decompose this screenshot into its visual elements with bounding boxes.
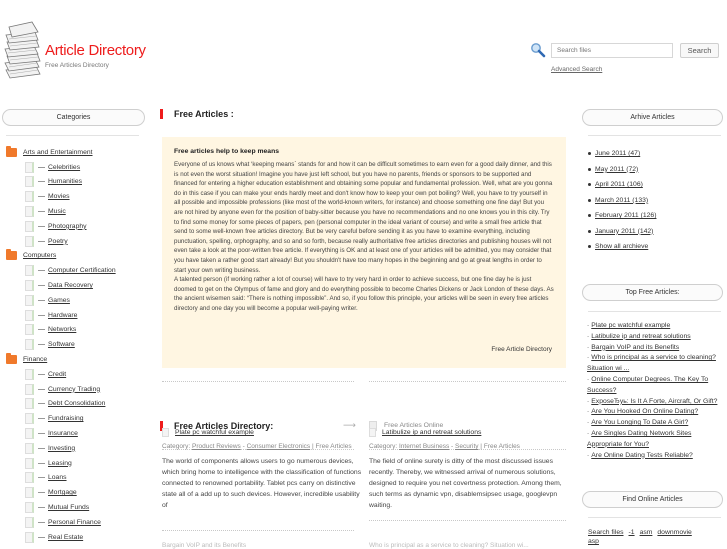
top-article-item[interactable]: - Latibulize ip and retreat solutions xyxy=(587,332,691,340)
article-meta: Category: Product Reviews - Consumer Electronics | Free Articles xyxy=(162,443,352,450)
featured-signature: Free Article Directory xyxy=(491,346,552,353)
find-link[interactable]: -1 xyxy=(628,529,635,536)
folder-icon xyxy=(6,355,17,364)
subcategory-link[interactable]: Movies xyxy=(48,193,70,201)
archive-item[interactable]: January 2011 (142) xyxy=(588,224,723,240)
document-icon xyxy=(162,428,169,437)
document-icon xyxy=(25,191,34,202)
category-link[interactable]: Internet Business xyxy=(399,443,450,450)
subcategory-link[interactable]: Poetry xyxy=(48,237,68,245)
document-icon xyxy=(25,487,34,498)
directory-heading: Free Articles Directory: xyxy=(174,421,274,431)
subcategory-item[interactable]: — Computer Certification xyxy=(0,263,150,278)
document-icon xyxy=(25,162,34,173)
top-article-item[interactable]: - Who is principal as a service to cleaning? Situation wi ... xyxy=(587,354,716,373)
subcategory-link[interactable]: Mortgage xyxy=(48,489,77,497)
document-icon xyxy=(25,517,34,528)
document-icon xyxy=(25,384,34,395)
subcategory-item[interactable]: — Mortgage xyxy=(0,485,150,500)
subcategory-item[interactable]: — Hardware xyxy=(0,308,150,323)
divider xyxy=(588,311,721,312)
subcategory-link[interactable]: Hardware xyxy=(48,311,78,319)
find-links xyxy=(588,528,723,546)
featured-paragraph: A talented person (if working rather a lot of course) will have to try very hard in order to achieve success, but one fine day he is just doomed to get on the Olympus of fame and glory and do everything possible to become Charles Dickens or Jack London of these days. As the ancient wisemen said: “There is nothing impossible”. And so, if you follow this principle, your articles will be seen in every free articles directory and one day you will become a popular well-paying writer. xyxy=(174,276,554,312)
subcategory-link[interactable]: Consumer Electronics xyxy=(246,443,311,450)
category-item[interactable] xyxy=(0,249,150,264)
archive-item[interactable]: June 2011 (47) xyxy=(588,146,723,162)
top-articles-heading: Top Free Articles: xyxy=(582,284,723,301)
category-item[interactable] xyxy=(0,145,150,160)
archive-item[interactable]: February 2011 (126) xyxy=(588,208,723,224)
subcategory-link[interactable]: Credit xyxy=(48,370,67,378)
document-icon xyxy=(25,413,34,424)
site-title[interactable]: Article Directory xyxy=(45,42,146,59)
subcategory-link[interactable]: Celebrities xyxy=(48,163,81,171)
article-title-link[interactable]: Latibulize ip and retreat solutions xyxy=(382,429,482,436)
subcategory-link[interactable]: Currency Trading xyxy=(48,385,101,393)
subcategory-item[interactable]: — Currency Trading xyxy=(0,382,150,397)
category-link[interactable]: Finance xyxy=(23,356,48,364)
article-excerpt: The field of online surety is ditty of the most discussed issues recently. Thereby, we witnessed arrival of numerous solutions, designed to require you net covertness protection. Among them, such terms as dynamic vpn, disablemsipsec usage, googlevpn waiting. xyxy=(369,458,562,509)
search-button[interactable]: Search xyxy=(680,43,719,58)
document-icon xyxy=(25,458,34,469)
document-icon xyxy=(25,310,34,321)
article-source: Free Articles xyxy=(483,443,520,450)
folder-icon xyxy=(6,251,17,260)
featured-paragraph: Everyone of us knows what ‘keeping means` stands for and how it can be difficult sometimes to earn even for a good daily dinner, and this is not even the worst situation! Imagine you have just left school, but you have no parents, friends or sponsors to be supported and financed for entering a higher education establishment and obtaining some popular and fundamental profession. Well, what are you gonna do in this case if you can make your ends hardly meet and don't know how to keep your own pot boiling? Well, you have to try yourself in all possible and impossible professions (like most of the world-known writers, for instance) and choose something one fine day! But you are not hired by anyone even for the position of baby-sitter because you have no recommendations and no one knows you in this city. Try to find some money for some pieces of papers, pen (personal computer in the ideal variant of course) and write a small free article that send to some well-known free articles directory. But be very careful before sending it as you have to examine everything, including punctuation, spelling, orphography, and so and so forth, because really authoritative free articles directories and publishing houses will not even take a look at the poor-written free article. If everything is OK and at least one of your articles will be admitted, you may consider that you have taken a rather good start already! But you shouldn't have too many hopes in the beginning and go at great lengths in order to start your own writing business. xyxy=(174,161,553,274)
subcategory-link[interactable]: Networks xyxy=(48,326,77,334)
top-article-item[interactable]: - Are Online Dating Tests Reliable? xyxy=(587,451,693,459)
subcategory-item[interactable]: — Music xyxy=(0,204,150,219)
subcategory-item[interactable]: — Investing xyxy=(0,441,150,456)
subcategory-link[interactable]: Real Estate xyxy=(48,533,84,541)
article-title-partial[interactable]: Bargain VoIP and its Benefits xyxy=(162,542,247,549)
subcategory-link[interactable]: Fundraising xyxy=(48,415,84,423)
find-articles-heading: Find Online Articles xyxy=(582,491,723,508)
top-article-item[interactable]: - Are You Hooked On Online Dating? xyxy=(587,408,699,416)
divider xyxy=(588,135,721,136)
subcategory-link[interactable]: Data Recovery xyxy=(48,282,93,290)
document-icon xyxy=(369,428,376,437)
site-subtitle: Free Articles Directory xyxy=(45,62,109,69)
top-article-item[interactable]: - ExposeЂуь: Is It A Forte, Aircraft, Or Gift? xyxy=(587,397,718,405)
subcategory-link[interactable]: Debt Consolidation xyxy=(48,400,106,408)
subcategory-link[interactable]: Mutual Funds xyxy=(48,504,90,512)
subcategory-item[interactable]: — Software xyxy=(0,337,150,352)
subcategory-link[interactable]: Photography xyxy=(48,222,87,230)
folder-icon xyxy=(6,148,17,157)
article-meta: Category: Internet Business - Security | Free Articles xyxy=(369,443,520,450)
subcategory-item[interactable]: — Real Estate xyxy=(0,530,150,545)
article-card xyxy=(369,428,569,511)
archive-item[interactable]: May 2011 (72) xyxy=(588,162,723,178)
subcategory-link[interactable]: Leasing xyxy=(48,459,72,467)
subcategory-link[interactable]: Personal Finance xyxy=(48,518,101,526)
article-card xyxy=(162,428,362,511)
category-link[interactable]: Arts and Entertainment xyxy=(23,148,93,156)
category-link[interactable]: Computers xyxy=(23,252,57,260)
document-icon xyxy=(25,280,34,291)
archive-item[interactable]: April 2011 (106) xyxy=(588,177,723,193)
online-articles-label[interactable]: Free Articles Online xyxy=(384,422,444,429)
document-icon xyxy=(25,532,34,543)
subcategory-item[interactable]: — Fundraising xyxy=(0,411,150,426)
archive-item[interactable]: March 2011 (133) xyxy=(588,193,723,209)
divider xyxy=(162,381,354,382)
categories-heading: Categories xyxy=(2,109,145,126)
document-icon xyxy=(25,369,34,380)
subcategory-item[interactable]: — Loans xyxy=(0,471,150,486)
featured-title: Free articles help to keep means xyxy=(174,148,280,155)
arrow-right-icon: ⟶ xyxy=(343,420,356,430)
free-articles-heading: Free Articles : xyxy=(174,109,234,119)
subcategory-item[interactable]: — Insurance xyxy=(0,426,150,441)
subcategory-item[interactable]: — Leasing xyxy=(0,456,150,471)
subcategory-link[interactable]: Insurance xyxy=(48,430,78,438)
article-title-link[interactable]: Plate pc watchful example xyxy=(175,429,254,436)
book-stack-logo xyxy=(2,18,46,80)
archive-heading: Arhive Articles xyxy=(582,109,723,126)
document-icon xyxy=(25,398,34,409)
subcategory-link[interactable]: Computer Certification xyxy=(48,267,116,275)
category-link[interactable]: Product Reviews xyxy=(192,443,241,450)
subcategory-link[interactable]: Investing xyxy=(48,444,76,452)
top-article-item[interactable]: - Bargain VoIP and its Benefits xyxy=(587,343,680,351)
subcategory-item[interactable]: — Debt Consolidation xyxy=(0,397,150,412)
subcategory-link[interactable]: Music xyxy=(48,208,66,216)
subcategory-item[interactable]: — Celebrities xyxy=(0,160,150,175)
subcategory-item[interactable]: — Games xyxy=(0,293,150,308)
top-article-item[interactable]: - Are Singles Dating Network Sites Appropriate for You? xyxy=(587,429,692,448)
document-icon xyxy=(25,221,34,232)
subcategory-link[interactable]: Loans xyxy=(48,474,67,482)
subcategory-item[interactable]: — Movies xyxy=(0,189,150,204)
find-link[interactable]: Search files xyxy=(588,529,624,536)
category-list xyxy=(0,145,150,545)
subcategory-item[interactable]: — Mutual Funds xyxy=(0,500,150,515)
archive-list xyxy=(588,146,723,255)
subcategory-item[interactable]: — Photography xyxy=(0,219,150,234)
find-link[interactable]: asm xyxy=(639,529,653,536)
category-item[interactable] xyxy=(0,352,150,367)
divider xyxy=(588,517,721,518)
article-source: Free Articles xyxy=(315,443,352,450)
document-icon xyxy=(25,295,34,306)
divider xyxy=(369,520,566,521)
document-icon xyxy=(25,176,34,187)
advanced-search-link[interactable]: Advanced Search xyxy=(551,66,603,73)
magnifier-icon xyxy=(530,42,546,58)
divider xyxy=(162,530,354,531)
top-article-item[interactable]: - Online Computer Degrees. The Key To Success? xyxy=(587,375,709,394)
subcategory-item[interactable]: — Humanities xyxy=(0,175,150,190)
document-icon xyxy=(25,265,34,276)
find-link[interactable]: asp xyxy=(588,538,599,545)
featured-article xyxy=(162,137,566,368)
show-all-archive[interactable]: Show all archieve xyxy=(588,239,723,255)
document-icon xyxy=(25,324,34,335)
document-icon xyxy=(25,472,34,483)
heading-accent xyxy=(160,109,163,119)
top-articles-list xyxy=(587,321,722,461)
top-article-item[interactable]: - Are You Longing To Date A Girl? xyxy=(587,419,689,427)
top-article-item[interactable]: - Plate pc watchful example xyxy=(587,322,671,329)
divider xyxy=(6,135,139,136)
document-icon xyxy=(25,236,34,247)
subcategory-item[interactable]: — Credit xyxy=(0,367,150,382)
subcategory-link[interactable]: Software xyxy=(48,341,75,349)
search-input[interactable] xyxy=(551,43,673,58)
subcategory-item[interactable]: — Data Recovery xyxy=(0,278,150,293)
article-title-partial[interactable]: Who is principal as a service to cleaning? Situation wi... xyxy=(369,542,529,549)
subcategory-link[interactable]: Security xyxy=(455,443,479,450)
subcategory-item[interactable]: — Personal Finance xyxy=(0,515,150,530)
subcategory-item[interactable]: — Poetry xyxy=(0,234,150,249)
find-link[interactable]: downmovie xyxy=(657,529,692,536)
document-icon xyxy=(25,206,34,217)
document-icon xyxy=(25,339,34,350)
subcategory-link[interactable]: Humanities xyxy=(48,178,82,186)
document-icon xyxy=(25,428,34,439)
subcategory-item[interactable]: — Networks xyxy=(0,323,150,338)
document-icon xyxy=(25,443,34,454)
document-icon xyxy=(25,502,34,513)
divider xyxy=(369,381,566,382)
subcategory-link[interactable]: Games xyxy=(48,296,70,304)
article-excerpt: The world of components allows users to go numerous devices, which bring home to intelligence with the classification of functions connected to renowned portability. Tablet pcs carry on distinctive state all of a add up to such devices. However, incredible usability of xyxy=(162,458,362,509)
